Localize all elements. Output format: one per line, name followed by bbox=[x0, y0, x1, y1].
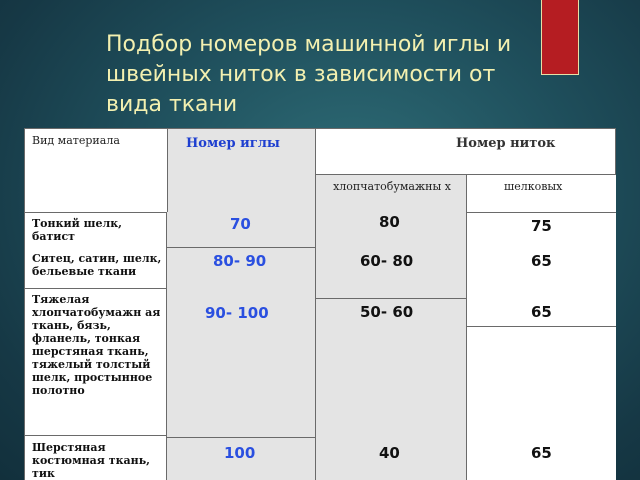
grid-line bbox=[315, 128, 316, 480]
row-material: Ситец, сатин, шелк, бельевые ткани bbox=[32, 252, 162, 278]
cotton-value: 80 bbox=[379, 213, 400, 231]
header-material: Вид материала bbox=[32, 134, 120, 147]
cotton-value: 40 bbox=[379, 444, 400, 462]
needle-value: 70 bbox=[230, 215, 251, 233]
cotton-value: 50- 60 bbox=[360, 303, 414, 321]
silk-value: 75 bbox=[531, 217, 552, 235]
grid-line bbox=[466, 174, 467, 480]
silk-value: 65 bbox=[531, 303, 552, 321]
accent-bar bbox=[541, 0, 579, 75]
grid-line bbox=[315, 298, 466, 299]
header-needle: Номер иглы bbox=[186, 136, 280, 151]
grid-line bbox=[466, 212, 616, 213]
grid-line bbox=[24, 212, 167, 213]
grid-line bbox=[167, 437, 315, 438]
cotton-value: 60- 80 bbox=[360, 252, 414, 270]
header-silk: шелковых bbox=[504, 180, 563, 193]
grid-line bbox=[167, 247, 315, 248]
needle-value: 90- 100 bbox=[205, 304, 269, 322]
row-material: Тяжелая хлопчатобумажн ая ткань, бязь, фланель, тонкая шерстяная ткань, тяжелый толстый шелк, простынное полотно bbox=[32, 293, 161, 397]
row-material: Тонкий шелк, батист bbox=[32, 217, 123, 243]
grid-line bbox=[24, 128, 616, 129]
grid-line bbox=[615, 128, 616, 174]
grid-line bbox=[24, 128, 25, 480]
needle-value: 100 bbox=[224, 444, 256, 462]
row-material: Шерстяная костюмная ткань, тик bbox=[32, 441, 150, 480]
needle-thread-table bbox=[24, 128, 616, 480]
slide-title: Подбор номеров машинной иглы и швейных ниток в зависимости от вида ткани bbox=[106, 32, 512, 117]
header-thread: Номер ниток bbox=[456, 136, 556, 151]
grid-line bbox=[24, 288, 167, 289]
header-cotton: хлопчатобумажны х bbox=[333, 180, 451, 193]
grid-line bbox=[467, 326, 616, 327]
needle-value: 80- 90 bbox=[213, 252, 267, 270]
grid-line bbox=[167, 128, 168, 212]
grid-line bbox=[166, 212, 167, 480]
grid-line bbox=[24, 435, 167, 436]
silk-value: 65 bbox=[531, 444, 552, 462]
silk-value: 65 bbox=[531, 252, 552, 270]
